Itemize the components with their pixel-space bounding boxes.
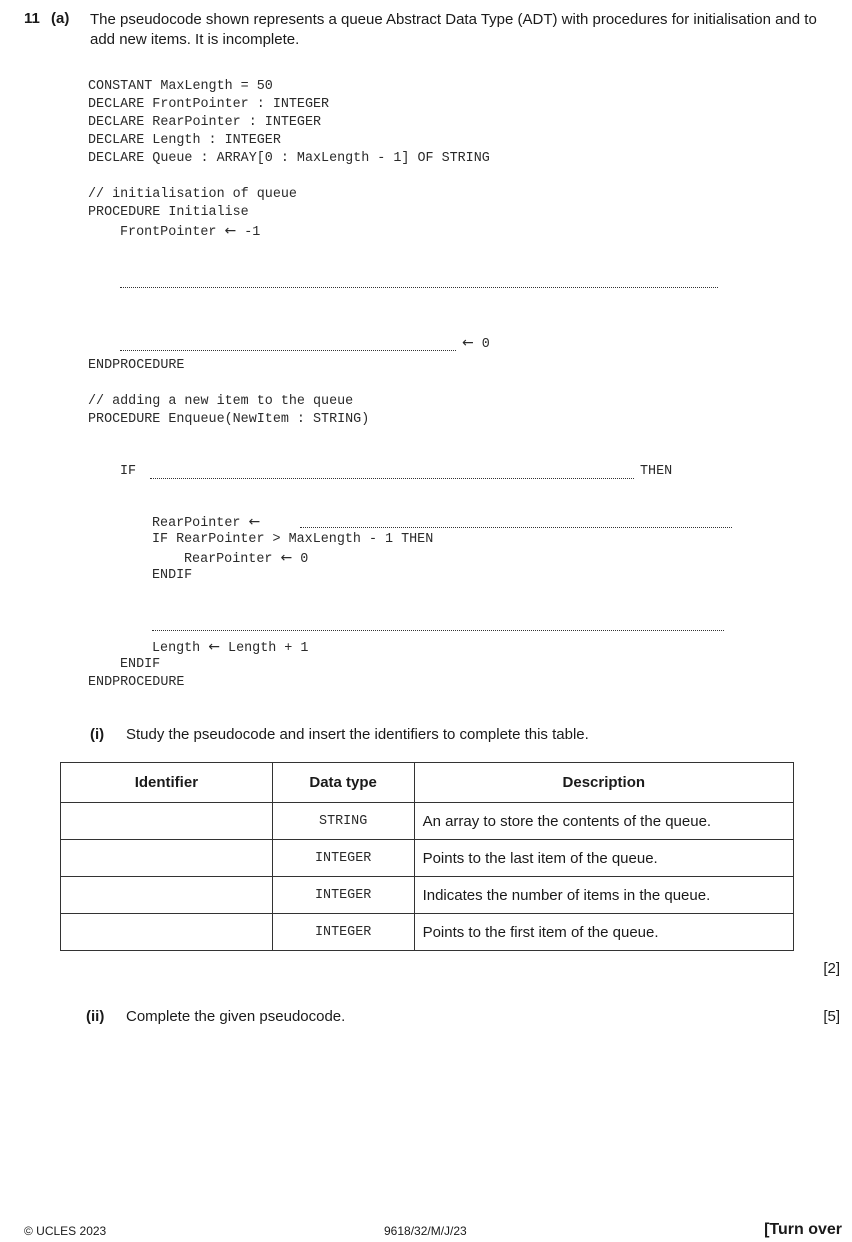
part-ii-text: Complete the given pseudocode. [126,1008,346,1025]
rear-pointer-identifier: RearPointer [152,516,241,531]
description-cell: An array to store the contents of the queue. [414,803,793,840]
if-keyword: IF [120,464,137,479]
declaration-line: CONSTANT MaxLength = 50 [88,79,273,94]
length-increment [152,638,308,658]
table-row [61,877,794,914]
data-type-cell: INTEGER [272,914,414,951]
enqueue-procedure-header: PROCEDURE Enqueue(NewItem : STRING) [88,412,370,427]
description-cell: Points to the last item of the queue. [414,840,793,877]
part-ii-label: (ii) [86,1008,105,1025]
answer-line-2[interactable] [120,350,456,351]
table-row [61,914,794,951]
footer-turn-over: [Turn over [764,1221,842,1238]
zero-value: 0 [481,337,490,352]
init-procedure-header: PROCEDURE Initialise [88,205,249,220]
assignment-arrow: ← [462,335,474,351]
endif-inner: ENDIF [152,568,193,583]
answer-line-4[interactable] [300,527,732,528]
declaration-line: DECLARE RearPointer : INTEGER [88,115,322,130]
data-type-cell: STRING [272,803,414,840]
rear-pointer-reset [184,549,308,569]
answer-line-3[interactable] [150,478,634,479]
description-cell: Indicates the number of items in the queue. [414,877,793,914]
rear-pointer-assignment [152,513,260,533]
question-intro-text: The pseudocode shown represents a queue Abstract Data Type (ADT) with procedures for initialisation and to add new items. It is incomplete. [90,11,817,48]
data-type-cell: INTEGER [272,877,414,914]
question-number: 11 [24,10,40,27]
declaration-line: DECLARE Length : INTEGER [88,133,281,148]
enqueue-comment: // adding a new item to the queue [88,394,354,409]
end-procedure: ENDPROCEDURE [88,675,185,690]
end-procedure: ENDPROCEDURE [88,358,185,373]
zero-assignment [462,334,490,354]
front-pointer-assignment [120,222,260,242]
endif-outer: ENDIF [120,657,161,672]
then-keyword: THEN [640,464,673,479]
init-comment: // initialisation of queue [88,187,297,202]
if-rear-pointer-line: IF RearPointer > MaxLength - 1 THEN [152,532,434,547]
assignment-arrow: ← [248,514,261,530]
identifier-answer-cell[interactable] [61,840,273,877]
table-row [61,803,794,840]
part-i-label: (i) [90,726,105,743]
declaration-line: DECLARE Queue : ARRAY[0 : MaxLength - 1] OF STRING [88,151,490,166]
footer-copyright: © UCLES 2023 [24,1224,107,1238]
front-pointer-value: -1 [244,225,261,240]
question-part-label: (a) [51,10,70,27]
description-cell: Points to the first item of the queue. [414,914,793,951]
identifier-answer-cell[interactable] [61,877,273,914]
answer-line-1[interactable] [120,287,718,288]
length-identifier: Length [152,641,201,656]
identifier-table [60,762,794,951]
footer-paper-code: 9618/32/M/J/23 [384,1224,467,1238]
marks-part-ii: [5] [823,1008,840,1025]
identifier-answer-cell[interactable] [61,803,273,840]
column-header-identifier: Identifier [61,763,273,803]
assignment-arrow: ← [224,223,237,239]
table-row [61,840,794,877]
part-i-text: Study the pseudocode and insert the identifiers to complete this table. [126,726,589,743]
rear-reset-value: 0 [300,552,309,567]
identifier-answer-cell[interactable] [61,914,273,951]
assignment-arrow: ← [280,550,293,566]
assignment-arrow: ← [208,639,220,655]
table-header-row [61,763,794,803]
declaration-line: DECLARE FrontPointer : INTEGER [88,97,330,112]
data-type-cell: INTEGER [272,840,414,877]
marks-part-i: [2] [823,960,840,977]
column-header-description: Description [414,763,793,803]
length-expression: Length + 1 [228,641,309,656]
answer-line-5[interactable] [152,630,724,631]
front-pointer-identifier: FrontPointer [120,225,217,240]
column-header-data-type: Data type [272,763,414,803]
rear-pointer-identifier: RearPointer [184,552,273,567]
